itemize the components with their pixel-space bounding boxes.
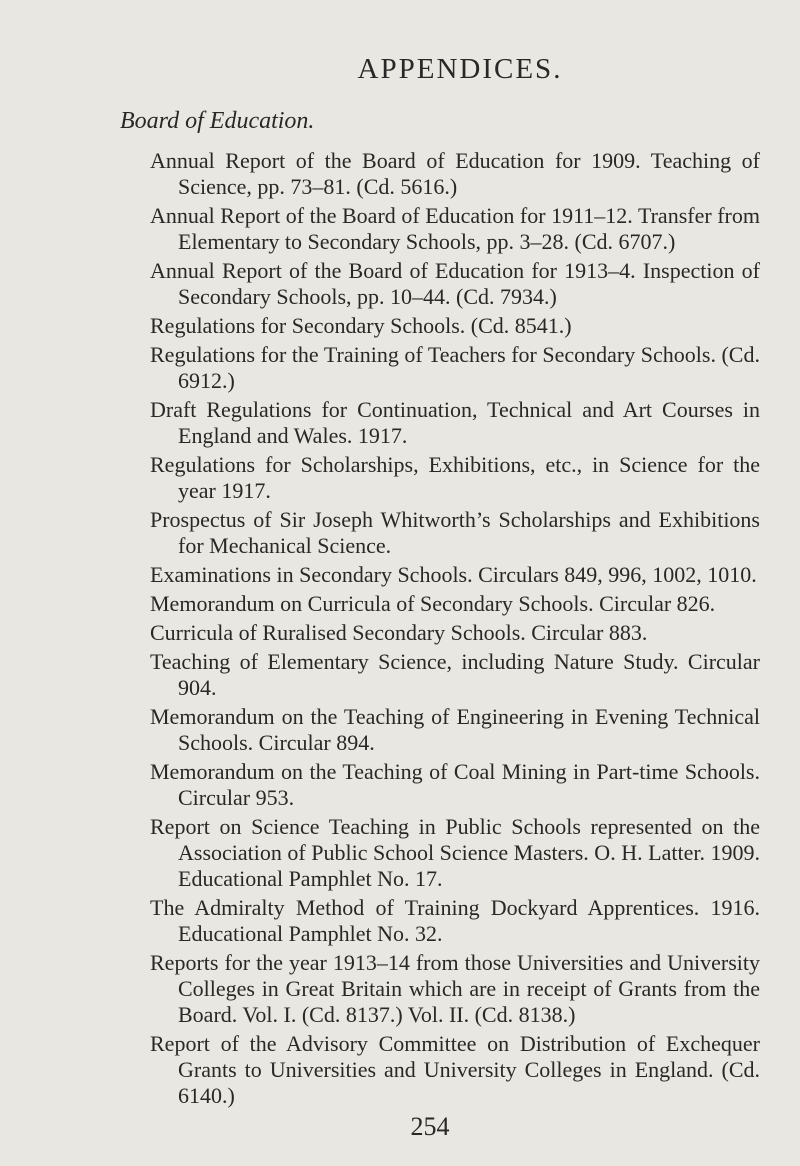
list-item: Memorandum on Curricula of Secondary Schools. Circular 826. bbox=[150, 591, 716, 616]
list-item: Teaching of Elementary Science, including Nature Study. Circular 904. bbox=[150, 649, 760, 700]
list-item: Reports for the year 1913–14 from those Universities and University Colleges in Great Britain which are in receipt of Grants from the Board. Vol. I. (Cd. 8137.) Vol. II. (Cd. 8138.) bbox=[150, 950, 760, 1027]
list-item: Regulations for Secondary Schools. (Cd. 8541.) bbox=[150, 313, 572, 338]
list-item: Draft Regulations for Continuation, Technical and Art Courses in England and Wales. 1917. bbox=[150, 397, 760, 448]
entry-list bbox=[120, 148, 760, 1109]
list-item: Regulations for the Training of Teachers for Secondary Schools. (Cd. 6912.) bbox=[150, 342, 760, 393]
list-item: Curricula of Ruralised Secondary Schools. Circular 883. bbox=[150, 620, 648, 645]
list-item: Regulations for Scholarships, Exhibitions, etc., in Science for the year 1917. bbox=[150, 452, 760, 503]
section-title: Board of Education. bbox=[120, 108, 315, 134]
page-number: 254 bbox=[410, 1112, 450, 1141]
list-item: Examinations in Secondary Schools. Circulars 849, 996, 1002, 1010. bbox=[150, 562, 757, 587]
list-item: Annual Report of the Board of Education for 1913–4. Inspection of Secondary Schools, pp. 10–44. (Cd. 7934.) bbox=[150, 258, 760, 309]
page-header: APPENDICES. bbox=[357, 53, 563, 85]
list-item: The Admiralty Method of Training Dockyard Apprentices. 1916. Educational Pamphlet No. 32. bbox=[150, 895, 760, 946]
list-item: Memorandum on the Teaching of Coal Mining in Part-time Schools. Circular 953. bbox=[150, 759, 760, 810]
list-item: Prospectus of Sir Joseph Whitworth’s Scholarships and Exhibitions for Mechanical Science. bbox=[150, 507, 760, 558]
list-item: Annual Report of the Board of Education for 1909. Teaching of Science, pp. 73–81. (Cd. 5616.) bbox=[150, 148, 760, 199]
list-item: Report on Science Teaching in Public Schools represented on the Association of Public School Science Masters. O. H. Latter. 1909. Educational Pamphlet No. 17. bbox=[150, 814, 760, 891]
list-item: Report of the Advisory Committee on Distribution of Exchequer Grants to Universities and University Colleges in England. (Cd. 6140.) bbox=[150, 1031, 760, 1108]
list-item: Memorandum on the Teaching of Engineering in Evening Technical Schools. Circular 894. bbox=[150, 704, 760, 755]
list-item: Annual Report of the Board of Education for 1911–12. Transfer from Elementary to Secondary Schools, pp. 3–28. (Cd. 6707.) bbox=[150, 203, 760, 254]
